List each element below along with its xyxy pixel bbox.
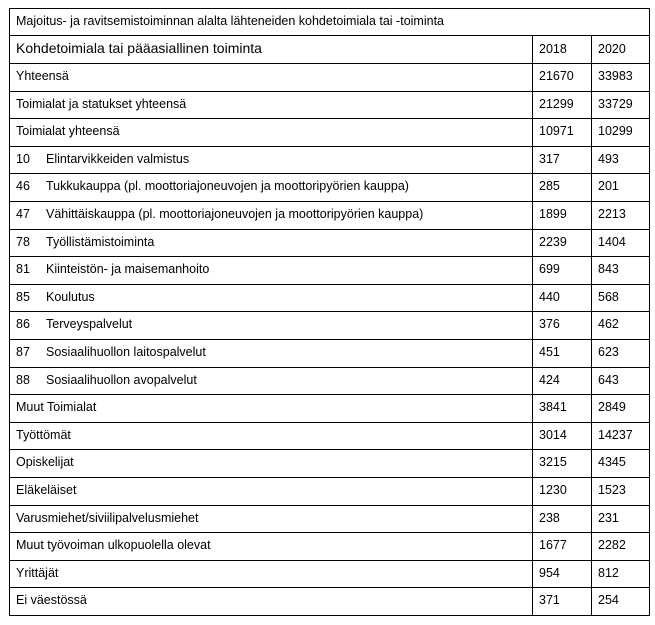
value-2020: 33983: [592, 64, 650, 92]
row-label-cell: [10, 201, 533, 229]
table-row: [10, 367, 650, 395]
industry-code: 81: [16, 262, 30, 277]
column-header-2020: 2020: [592, 36, 650, 64]
value-2020: 4345: [592, 450, 650, 478]
value-2020: 14237: [592, 422, 650, 450]
row-label: Kiinteistön- ja maisemanhoito: [46, 262, 210, 277]
industry-code: 87: [16, 344, 30, 359]
table-row: [10, 477, 650, 505]
table-row: [10, 533, 650, 561]
row-label-cell: [10, 64, 533, 92]
row-label-cell: [10, 257, 533, 285]
table-row: [10, 64, 650, 92]
industry-code: 78: [16, 234, 30, 249]
row-label-cell: [10, 312, 533, 340]
row-label-cell: [10, 174, 533, 202]
table-row: [10, 174, 650, 202]
industry-code: 10: [16, 151, 30, 166]
row-label-cell: [10, 284, 533, 312]
value-2018: 3215: [533, 450, 592, 478]
value-2020: 2213: [592, 201, 650, 229]
value-2018: 954: [533, 560, 592, 588]
value-2020: 2282: [592, 533, 650, 561]
table-row: [10, 588, 650, 616]
value-2018: 376: [533, 312, 592, 340]
value-2018: 1230: [533, 477, 592, 505]
row-label: Sosiaalihuollon avopalvelut: [46, 372, 197, 387]
table-row: [10, 560, 650, 588]
row-label: Toimialat ja statukset yhteensä: [16, 96, 187, 111]
value-2018: 371: [533, 588, 592, 616]
value-2018: 3014: [533, 422, 592, 450]
row-label: Vähittäiskauppa (pl. moottoriajoneuvojen ja moottoripyörien kauppa): [46, 206, 424, 221]
value-2020: 254: [592, 588, 650, 616]
value-2018: 285: [533, 174, 592, 202]
industry-code: 88: [16, 372, 30, 387]
table-row: [10, 284, 650, 312]
row-label: Työttömät: [16, 427, 71, 442]
value-2020: 33729: [592, 91, 650, 119]
row-label-cell: [10, 367, 533, 395]
value-2020: 812: [592, 560, 650, 588]
row-label: Muut Toimialat: [16, 400, 97, 415]
row-label: Opiskelijat: [16, 455, 74, 470]
row-label-cell: [10, 339, 533, 367]
value-2018: 440: [533, 284, 592, 312]
value-2020: 2849: [592, 395, 650, 423]
table-title: Majoitus- ja ravitsemistoiminnan alalta lähteneiden kohdetoimiala tai -toiminta: [10, 9, 650, 36]
value-2018: 317: [533, 146, 592, 174]
row-label: Muut työvoiman ulkopuolella olevat: [16, 538, 211, 553]
value-2018: 10971: [533, 119, 592, 147]
row-label-cell: [10, 505, 533, 533]
row-label: Eläkeläiset: [16, 482, 77, 497]
row-label: Terveyspalvelut: [46, 317, 133, 332]
value-2018: 1899: [533, 201, 592, 229]
value-2018: 21299: [533, 91, 592, 119]
row-label: Elintarvikkeiden valmistus: [46, 151, 190, 166]
value-2020: 231: [592, 505, 650, 533]
column-header-2018: 2018: [533, 36, 592, 64]
industry-code: 86: [16, 317, 30, 332]
value-2020: 568: [592, 284, 650, 312]
value-2018: 1677: [533, 533, 592, 561]
value-2018: 238: [533, 505, 592, 533]
row-label: Varusmiehet/siviilipalvelusmiehet: [16, 510, 199, 525]
value-2018: 2239: [533, 229, 592, 257]
industry-code: 85: [16, 289, 30, 304]
row-label-cell: [10, 395, 533, 423]
value-2018: 3841: [533, 395, 592, 423]
value-2018: 424: [533, 367, 592, 395]
table-row: [10, 229, 650, 257]
industry-table: [9, 8, 650, 616]
row-label-cell: [10, 477, 533, 505]
value-2020: 462: [592, 312, 650, 340]
row-label-cell: [10, 422, 533, 450]
row-label: Yhteensä: [16, 69, 69, 83]
value-2020: 843: [592, 257, 650, 285]
industry-code: 46: [16, 179, 30, 194]
table-row: [10, 422, 650, 450]
row-label: Yrittäjät: [16, 565, 59, 580]
table-row: [10, 395, 650, 423]
value-2020: 10299: [592, 119, 650, 147]
row-label-cell: [10, 588, 533, 616]
row-label: Tukkukauppa (pl. moottoriajoneuvojen ja moottoripyörien kauppa): [46, 179, 409, 194]
value-2020: 643: [592, 367, 650, 395]
industry-code: 47: [16, 206, 30, 221]
row-label-cell: [10, 91, 533, 119]
table-header-row: [10, 36, 650, 64]
row-label-cell: [10, 560, 533, 588]
value-2018: 21670: [533, 64, 592, 92]
table-row: [10, 339, 650, 367]
row-label: Toimialat yhteensä: [16, 124, 120, 139]
value-2020: 1404: [592, 229, 650, 257]
value-2020: 1523: [592, 477, 650, 505]
table-row: [10, 450, 650, 478]
table-row: [10, 146, 650, 174]
value-2020: 201: [592, 174, 650, 202]
table-title-row: [10, 9, 650, 36]
table-row: [10, 119, 650, 147]
table-row: [10, 505, 650, 533]
row-label-cell: [10, 229, 533, 257]
row-label-cell: [10, 450, 533, 478]
row-label: Työllistämistoiminta: [46, 234, 155, 249]
value-2020: 623: [592, 339, 650, 367]
table-row: [10, 312, 650, 340]
table-row: [10, 257, 650, 285]
value-2018: 699: [533, 257, 592, 285]
value-2020: 493: [592, 146, 650, 174]
table-row: [10, 201, 650, 229]
row-label-cell: [10, 146, 533, 174]
row-label-cell: [10, 119, 533, 147]
column-header-label: Kohdetoimiala tai pääasiallinen toiminta: [10, 36, 533, 64]
value-2018: 451: [533, 339, 592, 367]
row-label-cell: [10, 533, 533, 561]
table-row: [10, 91, 650, 119]
row-label: Ei väestössä: [16, 593, 87, 608]
row-label: Sosiaalihuollon laitospalvelut: [46, 344, 206, 359]
row-label: Koulutus: [46, 289, 95, 304]
